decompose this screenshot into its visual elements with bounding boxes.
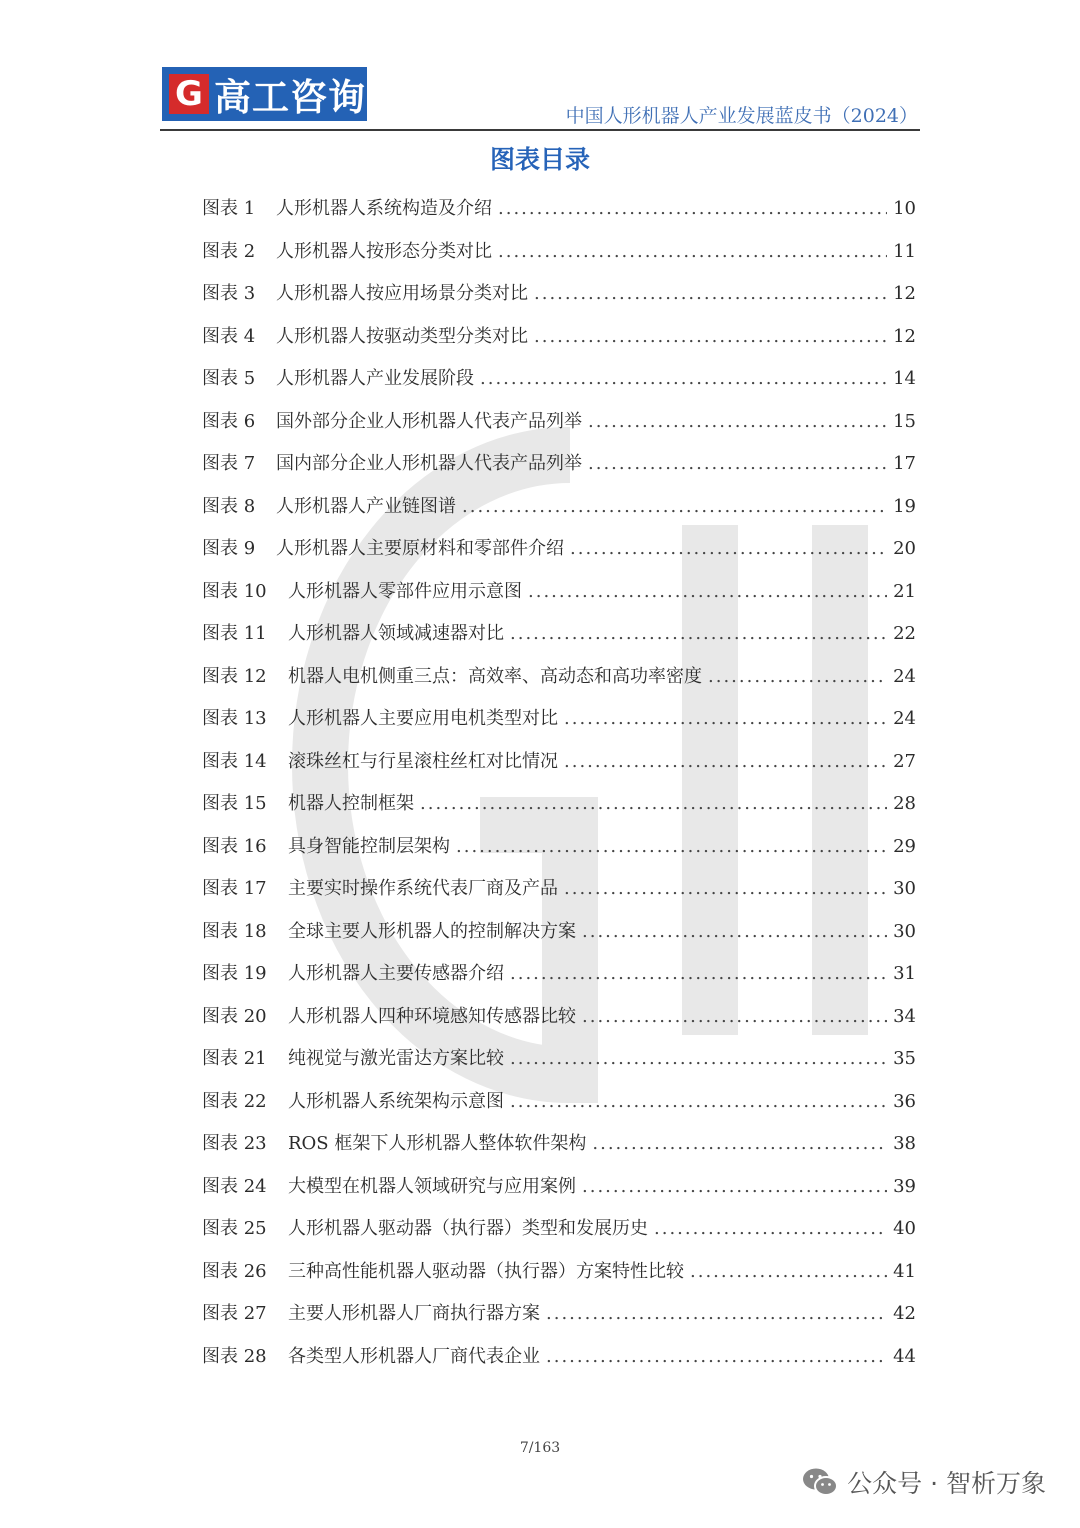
toc-entry-label: 图表 7 [202, 453, 256, 474]
toc-entry-page-number: 19 [893, 495, 916, 517]
toc-entry-page-number: 42 [893, 1303, 916, 1324]
toc-entry-label: 图表 6 [202, 410, 256, 432]
toc-entry-title: 主要人形机器人厂商执行器方案 [288, 1303, 540, 1324]
toc-entry[interactable] [202, 1166, 916, 1209]
toc-dot-leader [534, 273, 887, 316]
toc-entry-title: 人形机器人零部件应用示意图 [288, 580, 522, 602]
document-title: 中国人形机器人产业发展蓝皮书（2024） [565, 105, 918, 127]
toc-entry-title: 人形机器人四种环境感知传感器比较 [288, 1005, 576, 1027]
wechat-icon [801, 1466, 839, 1498]
logo-text: 高工咨询 [214, 76, 366, 119]
toc-entry-label: 图表 11 [202, 623, 267, 644]
toc-entry-label: 图表 16 [202, 835, 267, 857]
toc-entry-title: 人形机器人按形态分类对比 [276, 240, 492, 262]
toc-entry-title: 人形机器人系统架构示意图 [288, 1090, 504, 1112]
toc-entry-title: 大模型在机器人领域研究与应用案例 [288, 1175, 576, 1197]
toc-entry-title: 国外部分企业人形机器人代表产品列举 [276, 410, 582, 432]
toc-entry-label: 图表 13 [202, 708, 267, 729]
toc-entry-label: 图表 10 [202, 580, 267, 602]
toc-entry-page-number: 12 [893, 325, 916, 347]
toc-entry[interactable] [202, 1081, 916, 1124]
toc-entry[interactable] [202, 273, 916, 316]
toc-entry[interactable] [202, 443, 916, 486]
toc-entry[interactable] [202, 486, 916, 529]
toc-entry-label: 图表 8 [202, 495, 256, 517]
toc-entry-page-number: 24 [893, 708, 916, 729]
toc-entry-page-number: 20 [893, 538, 916, 559]
toc-entry-page-number: 11 [893, 240, 916, 262]
toc-entry-title: 国内部分企业人形机器人代表产品列举 [276, 453, 582, 474]
toc-entry-page-number: 21 [893, 580, 916, 602]
toc-entry-label: 图表 2 [202, 240, 256, 262]
toc-entry-page-number: 10 [893, 198, 916, 219]
toc-dot-leader [510, 953, 887, 996]
toc-dot-leader [498, 231, 887, 274]
toc-dot-leader [592, 1123, 887, 1166]
toc-dot-leader [510, 1081, 887, 1124]
toc-entry-page-number: 24 [893, 665, 916, 687]
toc-entry-label: 图表 24 [202, 1175, 267, 1197]
toc-entry[interactable] [202, 1208, 916, 1251]
toc-entry[interactable] [202, 231, 916, 274]
toc-entry-label: 图表 23 [202, 1133, 267, 1154]
toc-entry[interactable] [202, 996, 916, 1039]
toc-dot-leader [456, 826, 887, 869]
toc-entry[interactable] [202, 953, 916, 996]
toc-entry-label: 图表 19 [202, 963, 267, 984]
toc-entry-page-number: 31 [893, 963, 916, 984]
toc-dot-leader [582, 1166, 887, 1209]
figure-table-of-contents [202, 188, 916, 1378]
toc-entry-page-number: 34 [893, 1005, 916, 1027]
toc-entry-title: 人形机器人领域减速器对比 [288, 623, 504, 644]
toc-entry-page-number: 30 [893, 920, 916, 942]
toc-entry[interactable] [202, 1293, 916, 1336]
toc-dot-leader [564, 741, 887, 784]
toc-entry[interactable] [202, 1038, 916, 1081]
toc-dot-leader [564, 868, 887, 911]
toc-entry-title: 各类型人形机器人厂商代表企业 [288, 1345, 540, 1367]
toc-entry-page-number: 38 [893, 1133, 916, 1154]
toc-entry-title: 主要实时操作系统代表厂商及产品 [288, 878, 558, 899]
toc-entry[interactable] [202, 741, 916, 784]
toc-entry-title: 人形机器人主要传感器介绍 [288, 963, 504, 984]
toc-entry-page-number: 36 [893, 1090, 916, 1112]
logo-letter: G [169, 74, 209, 114]
toc-dot-leader [564, 698, 887, 741]
toc-dot-leader [462, 486, 887, 529]
toc-entry-title: 纯视觉与激光雷达方案比较 [288, 1048, 504, 1069]
toc-entry-label: 图表 22 [202, 1090, 267, 1112]
page-number: 7/163 [519, 1440, 561, 1456]
toc-entry-title: 人形机器人按驱动类型分类对比 [276, 325, 528, 347]
toc-entry-page-number: 40 [893, 1218, 916, 1239]
toc-entry-title: 具身智能控制层架构 [288, 835, 450, 857]
toc-entry-page-number: 15 [893, 410, 916, 432]
toc-dot-leader [528, 571, 887, 614]
toc-entry-label: 图表 28 [202, 1345, 267, 1367]
toc-dot-leader [546, 1336, 887, 1379]
header-divider [160, 129, 920, 131]
toc-entry-label: 图表 21 [202, 1048, 267, 1069]
toc-entry-label: 图表 27 [202, 1303, 267, 1324]
toc-entry-label: 图表 15 [202, 793, 267, 814]
toc-dot-leader [510, 613, 887, 656]
toc-entry[interactable] [202, 571, 916, 614]
toc-dot-leader [480, 358, 887, 401]
toc-entry-label: 图表 12 [202, 665, 267, 687]
toc-entry[interactable] [202, 316, 916, 359]
toc-dot-leader [588, 443, 887, 486]
toc-dot-leader [534, 316, 887, 359]
toc-entry[interactable] [202, 1251, 916, 1294]
toc-entry-page-number: 44 [893, 1345, 916, 1367]
toc-entry[interactable] [202, 188, 916, 231]
toc-entry-title: 机器人电机侧重三点：高效率、高动态和高功率密度 [288, 665, 702, 687]
toc-entry-title: 人形机器人主要原材料和零部件介绍 [276, 538, 564, 559]
toc-entry-label: 图表 4 [202, 325, 256, 347]
toc-dot-leader [420, 783, 887, 826]
toc-entry[interactable] [202, 911, 916, 954]
toc-entry-page-number: 17 [893, 453, 916, 474]
toc-entry-label: 图表 1 [202, 198, 256, 219]
toc-dot-leader [546, 1293, 887, 1336]
toc-entry-page-number: 29 [893, 835, 916, 857]
toc-entry-label: 图表 25 [202, 1218, 267, 1239]
toc-entry-title: 人形机器人按应用场景分类对比 [276, 283, 528, 304]
toc-dot-leader [510, 1038, 887, 1081]
toc-entry[interactable] [202, 783, 916, 826]
toc-entry[interactable] [202, 698, 916, 741]
toc-entry-label: 图表 26 [202, 1260, 267, 1282]
toc-entry[interactable] [202, 868, 916, 911]
toc-entry-page-number: 27 [893, 750, 916, 772]
toc-entry-title: 人形机器人产业链图谱 [276, 495, 456, 517]
toc-dot-leader [708, 656, 887, 699]
toc-entry-page-number: 41 [893, 1260, 916, 1282]
toc-entry-title: 人形机器人主要应用电机类型对比 [288, 708, 558, 729]
toc-entry[interactable] [202, 1336, 916, 1379]
toc-entry-label: 图表 5 [202, 368, 256, 389]
toc-entry-title: 人形机器人驱动器（执行器）类型和发展历史 [288, 1218, 648, 1239]
toc-dot-leader [582, 911, 887, 954]
company-logo [162, 67, 367, 121]
toc-entry-title: 全球主要人形机器人的控制解决方案 [288, 920, 576, 942]
toc-entry-title: ROS 框架下人形机器人整体软件架构 [288, 1133, 587, 1154]
toc-entry-page-number: 39 [893, 1175, 916, 1197]
toc-entry-label: 图表 14 [202, 750, 267, 772]
toc-dot-leader [582, 996, 887, 1039]
toc-entry-page-number: 22 [893, 623, 916, 644]
page-title: 图表目录 [489, 145, 590, 174]
toc-dot-leader [588, 401, 887, 444]
toc-entry-page-number: 35 [893, 1048, 916, 1069]
toc-dot-leader [570, 528, 887, 571]
toc-entry-page-number: 30 [893, 878, 916, 899]
toc-entry-title: 人形机器人系统构造及介绍 [276, 198, 492, 219]
toc-entry-title: 滚珠丝杠与行星滚柱丝杠对比情况 [288, 750, 558, 772]
toc-entry[interactable] [202, 528, 916, 571]
toc-entry-label: 图表 18 [202, 920, 267, 942]
wechat-watermark [801, 1464, 1046, 1500]
toc-entry-page-number: 28 [893, 793, 916, 814]
toc-entry[interactable] [202, 1123, 916, 1166]
toc-dot-leader [690, 1251, 887, 1294]
toc-entry-page-number: 14 [893, 368, 916, 389]
toc-entry-title: 机器人控制框架 [288, 793, 414, 814]
wechat-account-label: 公众号 · 智析万象 [847, 1469, 1046, 1498]
toc-entry-label: 图表 17 [202, 878, 267, 899]
toc-entry[interactable] [202, 656, 916, 699]
toc-dot-leader [654, 1208, 887, 1251]
toc-entry[interactable] [202, 358, 916, 401]
toc-entry[interactable] [202, 401, 916, 444]
toc-entry[interactable] [202, 613, 916, 656]
toc-entry-title: 人形机器人产业发展阶段 [276, 368, 474, 389]
toc-entry-label: 图表 3 [202, 283, 256, 304]
toc-entry-page-number: 12 [893, 283, 916, 304]
toc-entry-title: 三种高性能机器人驱动器（执行器）方案特性比较 [288, 1260, 684, 1282]
toc-entry-label: 图表 9 [202, 538, 256, 559]
toc-entry-label: 图表 20 [202, 1005, 267, 1027]
toc-dot-leader [498, 188, 887, 231]
toc-entry[interactable] [202, 826, 916, 869]
